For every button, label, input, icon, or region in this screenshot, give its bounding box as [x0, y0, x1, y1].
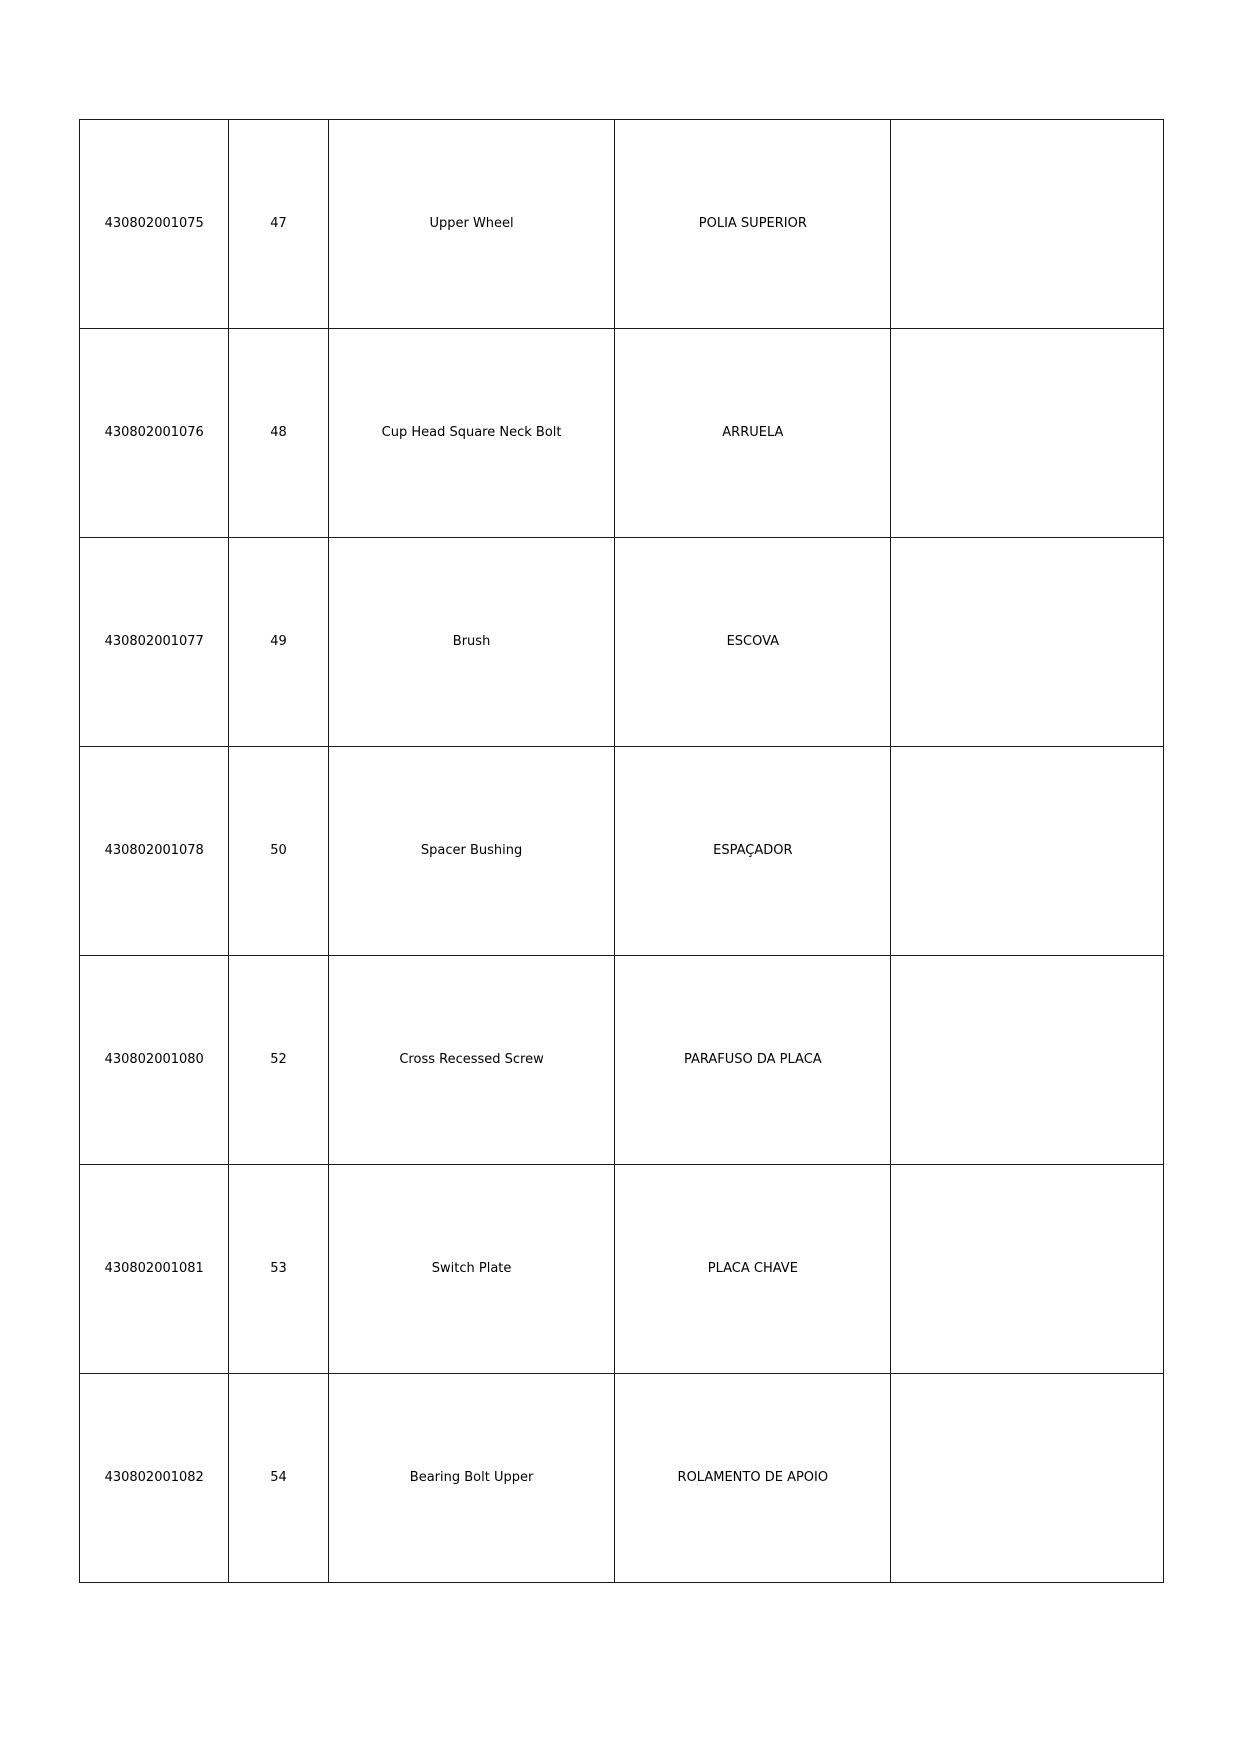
description-en-cell: Bearing Bolt Upper: [328, 1374, 615, 1583]
description-pt-cell: ESPAÇADOR: [615, 747, 891, 956]
table-row: [80, 329, 1164, 538]
part-code-cell: 430802001081: [80, 1165, 229, 1374]
description-en-cell: Brush: [328, 538, 615, 747]
item-number-cell: 54: [229, 1374, 328, 1583]
part-code-cell: 430802001076: [80, 329, 229, 538]
table-row: [80, 1165, 1164, 1374]
description-en-cell: Upper Wheel: [328, 120, 615, 329]
extra-cell: [891, 329, 1164, 538]
part-code-cell: 430802001077: [80, 538, 229, 747]
extra-cell: [891, 538, 1164, 747]
description-en-cell: Cross Recessed Screw: [328, 956, 615, 1165]
description-en-cell: Cup Head Square Neck Bolt: [328, 329, 615, 538]
description-pt-cell: ESCOVA: [615, 538, 891, 747]
part-code-cell: 430802001080: [80, 956, 229, 1165]
table-row: [80, 747, 1164, 956]
table-row: [80, 956, 1164, 1165]
extra-cell: [891, 120, 1164, 329]
item-number-cell: 53: [229, 1165, 328, 1374]
description-pt-cell: PARAFUSO DA PLACA: [615, 956, 891, 1165]
table-row: [80, 120, 1164, 329]
description-en-cell: Spacer Bushing: [328, 747, 615, 956]
description-pt-cell: POLIA SUPERIOR: [615, 120, 891, 329]
item-number-cell: 50: [229, 747, 328, 956]
part-code-cell: 430802001078: [80, 747, 229, 956]
extra-cell: [891, 956, 1164, 1165]
description-pt-cell: ROLAMENTO DE APOIO: [615, 1374, 891, 1583]
table-row: [80, 538, 1164, 747]
part-code-cell: 430802001075: [80, 120, 229, 329]
extra-cell: [891, 1165, 1164, 1374]
item-number-cell: 48: [229, 329, 328, 538]
parts-table: [79, 119, 1164, 1583]
description-pt-cell: PLACA CHAVE: [615, 1165, 891, 1374]
part-code-cell: 430802001082: [80, 1374, 229, 1583]
item-number-cell: 52: [229, 956, 328, 1165]
extra-cell: [891, 747, 1164, 956]
extra-cell: [891, 1374, 1164, 1583]
description-pt-cell: ARRUELA: [615, 329, 891, 538]
description-en-cell: Switch Plate: [328, 1165, 615, 1374]
item-number-cell: 47: [229, 120, 328, 329]
item-number-cell: 49: [229, 538, 328, 747]
table-row: [80, 1374, 1164, 1583]
